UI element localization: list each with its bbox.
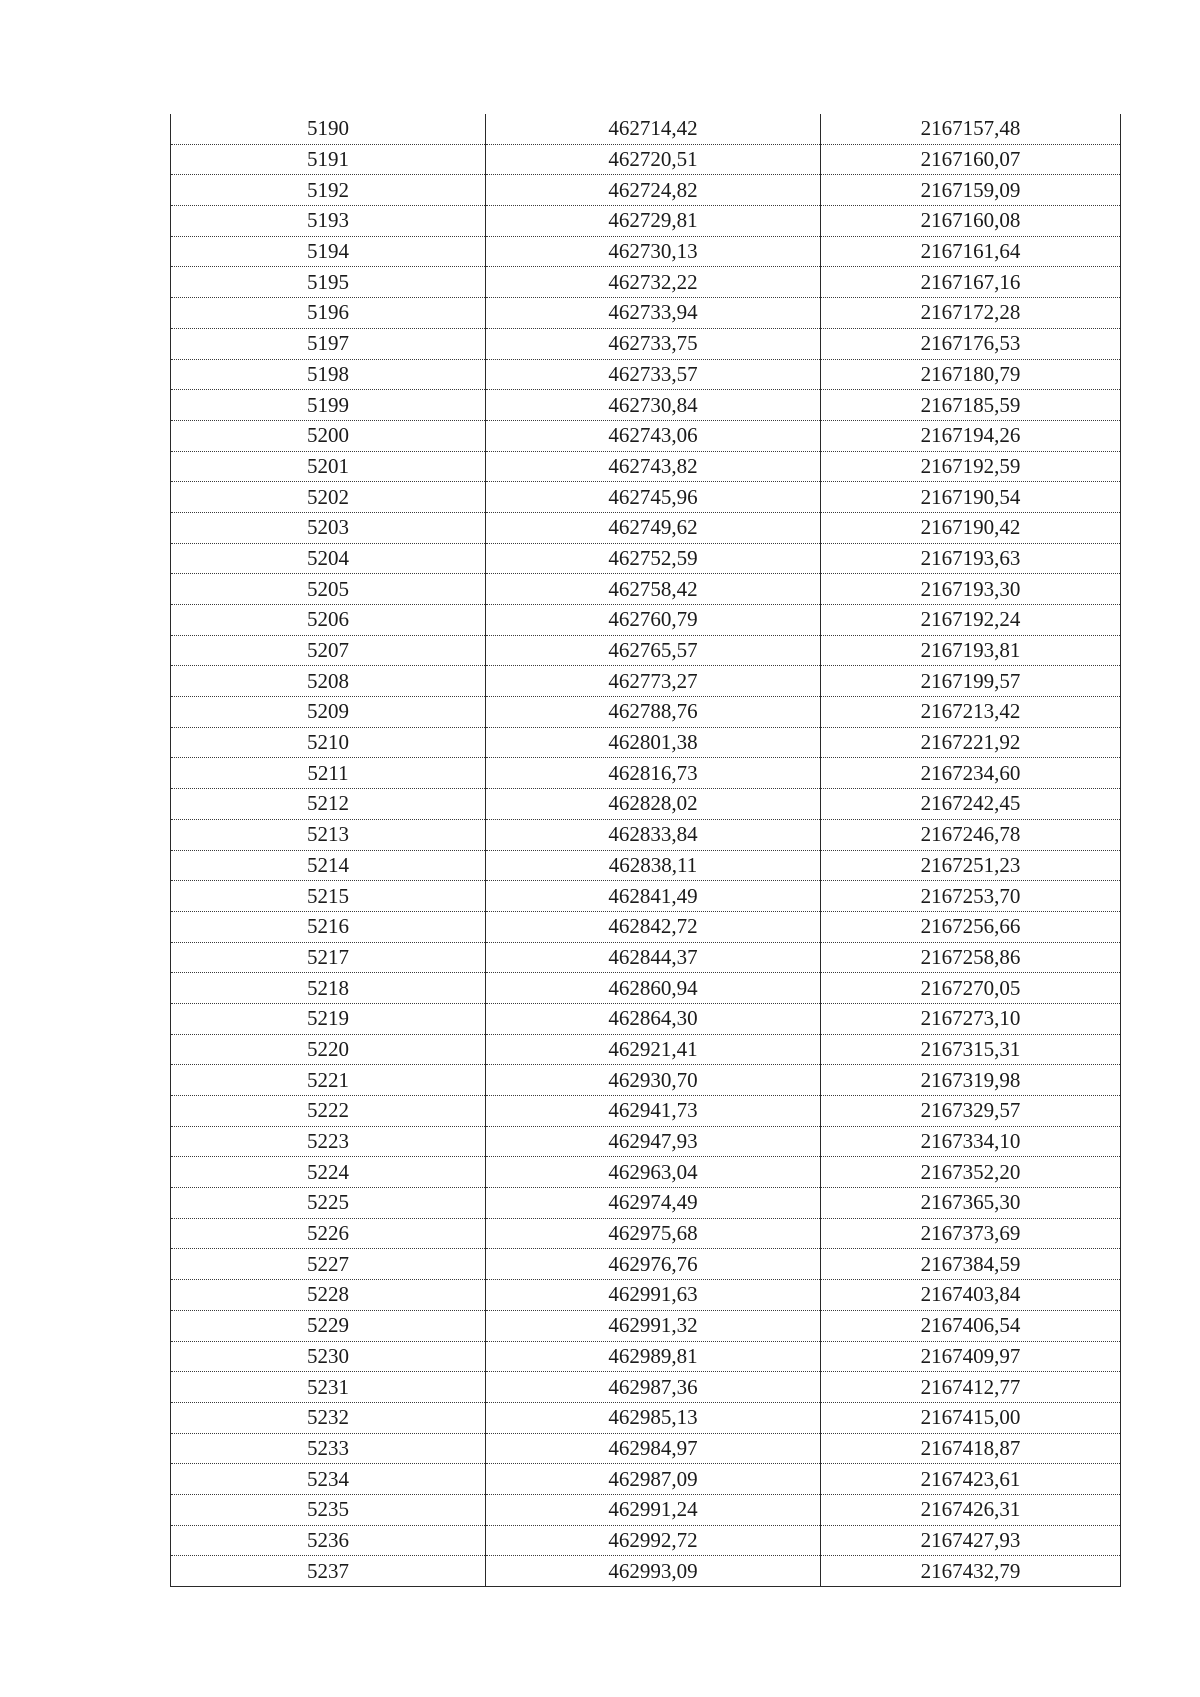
- point-number-cell: 5217: [171, 942, 486, 973]
- table-row: [171, 666, 1121, 697]
- point-number-cell: 5216: [171, 911, 486, 942]
- y-coordinate-cell: 2167190,54: [821, 482, 1121, 513]
- point-number-cell: 5212: [171, 789, 486, 820]
- point-number-cell: 5198: [171, 359, 486, 390]
- y-coordinate-cell: 2167194,26: [821, 420, 1121, 451]
- x-coordinate-cell: 462992,72: [486, 1525, 821, 1556]
- point-number-cell: 5237: [171, 1556, 486, 1587]
- table-row: [171, 789, 1121, 820]
- point-number-cell: 5228: [171, 1280, 486, 1311]
- point-number-cell: 5214: [171, 850, 486, 881]
- table-row: [171, 1464, 1121, 1495]
- x-coordinate-cell: 462720,51: [486, 144, 821, 175]
- x-coordinate-cell: 462730,13: [486, 236, 821, 267]
- table-row: [171, 175, 1121, 206]
- y-coordinate-cell: 2167234,60: [821, 758, 1121, 789]
- x-coordinate-cell: 462743,06: [486, 420, 821, 451]
- table-row: [171, 697, 1121, 728]
- point-number-cell: 5226: [171, 1218, 486, 1249]
- y-coordinate-cell: 2167270,05: [821, 973, 1121, 1004]
- point-number-cell: 5232: [171, 1402, 486, 1433]
- table-row: [171, 758, 1121, 789]
- y-coordinate-cell: 2167221,92: [821, 727, 1121, 758]
- x-coordinate-cell: 462947,93: [486, 1126, 821, 1157]
- y-coordinate-cell: 2167423,61: [821, 1464, 1121, 1495]
- y-coordinate-cell: 2167193,30: [821, 574, 1121, 605]
- table-row: [171, 1188, 1121, 1219]
- point-number-cell: 5200: [171, 420, 486, 451]
- point-number-cell: 5194: [171, 236, 486, 267]
- y-coordinate-cell: 2167193,81: [821, 635, 1121, 666]
- y-coordinate-cell: 2167251,23: [821, 850, 1121, 881]
- point-number-cell: 5220: [171, 1034, 486, 1065]
- table-row: [171, 390, 1121, 421]
- x-coordinate-cell: 462984,97: [486, 1433, 821, 1464]
- y-coordinate-cell: 2167403,84: [821, 1280, 1121, 1311]
- y-coordinate-cell: 2167161,64: [821, 236, 1121, 267]
- table-row: [171, 1034, 1121, 1065]
- table-row: [171, 1402, 1121, 1433]
- y-coordinate-cell: 2167384,59: [821, 1249, 1121, 1280]
- x-coordinate-cell: 462828,02: [486, 789, 821, 820]
- point-number-cell: 5219: [171, 1003, 486, 1034]
- y-coordinate-cell: 2167373,69: [821, 1218, 1121, 1249]
- y-coordinate-cell: 2167273,10: [821, 1003, 1121, 1034]
- point-number-cell: 5197: [171, 328, 486, 359]
- x-coordinate-cell: 462833,84: [486, 819, 821, 850]
- point-number-cell: 5190: [171, 114, 486, 144]
- y-coordinate-cell: 2167246,78: [821, 819, 1121, 850]
- table-row: [171, 1280, 1121, 1311]
- x-coordinate-cell: 462991,63: [486, 1280, 821, 1311]
- y-coordinate-cell: 2167256,66: [821, 911, 1121, 942]
- y-coordinate-cell: 2167185,59: [821, 390, 1121, 421]
- table-row: [171, 1003, 1121, 1034]
- x-coordinate-cell: 462860,94: [486, 973, 821, 1004]
- y-coordinate-cell: 2167418,87: [821, 1433, 1121, 1464]
- table-row: [171, 881, 1121, 912]
- x-coordinate-cell: 462733,57: [486, 359, 821, 390]
- point-number-cell: 5201: [171, 451, 486, 482]
- coordinates-table: [170, 114, 1121, 1587]
- y-coordinate-cell: 2167412,77: [821, 1372, 1121, 1403]
- point-number-cell: 5202: [171, 482, 486, 513]
- x-coordinate-cell: 462733,94: [486, 298, 821, 329]
- table-row: [171, 482, 1121, 513]
- y-coordinate-cell: 2167167,16: [821, 267, 1121, 298]
- table-row: [171, 236, 1121, 267]
- table-row: [171, 206, 1121, 237]
- x-coordinate-cell: 462816,73: [486, 758, 821, 789]
- table-row: [171, 267, 1121, 298]
- y-coordinate-cell: 2167253,70: [821, 881, 1121, 912]
- point-number-cell: 5215: [171, 881, 486, 912]
- x-coordinate-cell: 462773,27: [486, 666, 821, 697]
- point-number-cell: 5192: [171, 175, 486, 206]
- table-row: [171, 1157, 1121, 1188]
- table-row: [171, 1249, 1121, 1280]
- x-coordinate-cell: 462941,73: [486, 1096, 821, 1127]
- table-row: [171, 420, 1121, 451]
- table-row: [171, 1556, 1121, 1587]
- x-coordinate-cell: 462987,09: [486, 1464, 821, 1495]
- point-number-cell: 5223: [171, 1126, 486, 1157]
- y-coordinate-cell: 2167315,31: [821, 1034, 1121, 1065]
- x-coordinate-cell: 462743,82: [486, 451, 821, 482]
- x-coordinate-cell: 462991,32: [486, 1310, 821, 1341]
- table-row: [171, 1096, 1121, 1127]
- point-number-cell: 5218: [171, 973, 486, 1004]
- point-number-cell: 5227: [171, 1249, 486, 1280]
- x-coordinate-cell: 462921,41: [486, 1034, 821, 1065]
- coordinates-table-body: [171, 114, 1121, 1587]
- point-number-cell: 5231: [171, 1372, 486, 1403]
- table-row: [171, 942, 1121, 973]
- table-row: [171, 635, 1121, 666]
- table-row: [171, 727, 1121, 758]
- table-row: [171, 574, 1121, 605]
- x-coordinate-cell: 462838,11: [486, 850, 821, 881]
- y-coordinate-cell: 2167159,09: [821, 175, 1121, 206]
- y-coordinate-cell: 2167334,10: [821, 1126, 1121, 1157]
- point-number-cell: 5196: [171, 298, 486, 329]
- table-row: [171, 819, 1121, 850]
- point-number-cell: 5235: [171, 1494, 486, 1525]
- y-coordinate-cell: 2167160,08: [821, 206, 1121, 237]
- y-coordinate-cell: 2167258,86: [821, 942, 1121, 973]
- table-row: [171, 359, 1121, 390]
- point-number-cell: 5204: [171, 543, 486, 574]
- table-row: [171, 1525, 1121, 1556]
- y-coordinate-cell: 2167160,07: [821, 144, 1121, 175]
- x-coordinate-cell: 462758,42: [486, 574, 821, 605]
- point-number-cell: 5193: [171, 206, 486, 237]
- y-coordinate-cell: 2167409,97: [821, 1341, 1121, 1372]
- point-number-cell: 5209: [171, 697, 486, 728]
- point-number-cell: 5224: [171, 1157, 486, 1188]
- table-row: [171, 1433, 1121, 1464]
- x-coordinate-cell: 462987,36: [486, 1372, 821, 1403]
- table-row: [171, 298, 1121, 329]
- point-number-cell: 5203: [171, 512, 486, 543]
- y-coordinate-cell: 2167172,28: [821, 298, 1121, 329]
- x-coordinate-cell: 462844,37: [486, 942, 821, 973]
- point-number-cell: 5199: [171, 390, 486, 421]
- point-number-cell: 5236: [171, 1525, 486, 1556]
- y-coordinate-cell: 2167426,31: [821, 1494, 1121, 1525]
- x-coordinate-cell: 462842,72: [486, 911, 821, 942]
- point-number-cell: 5234: [171, 1464, 486, 1495]
- y-coordinate-cell: 2167157,48: [821, 114, 1121, 144]
- x-coordinate-cell: 462730,84: [486, 390, 821, 421]
- point-number-cell: 5206: [171, 605, 486, 636]
- x-coordinate-cell: 462749,62: [486, 512, 821, 543]
- x-coordinate-cell: 462976,76: [486, 1249, 821, 1280]
- y-coordinate-cell: 2167176,53: [821, 328, 1121, 359]
- table-row: [171, 512, 1121, 543]
- table-row: [171, 1372, 1121, 1403]
- table-row: [171, 1218, 1121, 1249]
- point-number-cell: 5210: [171, 727, 486, 758]
- table-row: [171, 1494, 1121, 1525]
- y-coordinate-cell: 2167192,59: [821, 451, 1121, 482]
- y-coordinate-cell: 2167242,45: [821, 789, 1121, 820]
- point-number-cell: 5233: [171, 1433, 486, 1464]
- x-coordinate-cell: 462714,42: [486, 114, 821, 144]
- table-row: [171, 911, 1121, 942]
- y-coordinate-cell: 2167427,93: [821, 1525, 1121, 1556]
- x-coordinate-cell: 462729,81: [486, 206, 821, 237]
- point-number-cell: 5207: [171, 635, 486, 666]
- y-coordinate-cell: 2167319,98: [821, 1065, 1121, 1096]
- y-coordinate-cell: 2167365,30: [821, 1188, 1121, 1219]
- table-row: [171, 850, 1121, 881]
- y-coordinate-cell: 2167193,63: [821, 543, 1121, 574]
- x-coordinate-cell: 462991,24: [486, 1494, 821, 1525]
- x-coordinate-cell: 462864,30: [486, 1003, 821, 1034]
- point-number-cell: 5213: [171, 819, 486, 850]
- x-coordinate-cell: 462765,57: [486, 635, 821, 666]
- point-number-cell: 5230: [171, 1341, 486, 1372]
- table-row: [171, 605, 1121, 636]
- x-coordinate-cell: 462724,82: [486, 175, 821, 206]
- x-coordinate-cell: 462930,70: [486, 1065, 821, 1096]
- y-coordinate-cell: 2167406,54: [821, 1310, 1121, 1341]
- x-coordinate-cell: 462963,04: [486, 1157, 821, 1188]
- point-number-cell: 5225: [171, 1188, 486, 1219]
- y-coordinate-cell: 2167352,20: [821, 1157, 1121, 1188]
- y-coordinate-cell: 2167432,79: [821, 1556, 1121, 1587]
- point-number-cell: 5211: [171, 758, 486, 789]
- table-row: [171, 328, 1121, 359]
- table-row: [171, 973, 1121, 1004]
- y-coordinate-cell: 2167415,00: [821, 1402, 1121, 1433]
- point-number-cell: 5208: [171, 666, 486, 697]
- x-coordinate-cell: 462974,49: [486, 1188, 821, 1219]
- point-number-cell: 5205: [171, 574, 486, 605]
- table-row: [171, 543, 1121, 574]
- y-coordinate-cell: 2167199,57: [821, 666, 1121, 697]
- y-coordinate-cell: 2167329,57: [821, 1096, 1121, 1127]
- x-coordinate-cell: 462760,79: [486, 605, 821, 636]
- y-coordinate-cell: 2167192,24: [821, 605, 1121, 636]
- x-coordinate-cell: 462993,09: [486, 1556, 821, 1587]
- y-coordinate-cell: 2167213,42: [821, 697, 1121, 728]
- point-number-cell: 5191: [171, 144, 486, 175]
- table-row: [171, 1310, 1121, 1341]
- x-coordinate-cell: 462989,81: [486, 1341, 821, 1372]
- point-number-cell: 5221: [171, 1065, 486, 1096]
- point-number-cell: 5229: [171, 1310, 486, 1341]
- x-coordinate-cell: 462975,68: [486, 1218, 821, 1249]
- x-coordinate-cell: 462733,75: [486, 328, 821, 359]
- x-coordinate-cell: 462985,13: [486, 1402, 821, 1433]
- table-row: [171, 1126, 1121, 1157]
- point-number-cell: 5195: [171, 267, 486, 298]
- x-coordinate-cell: 462841,49: [486, 881, 821, 912]
- y-coordinate-cell: 2167180,79: [821, 359, 1121, 390]
- table-row: [171, 1341, 1121, 1372]
- table-row: [171, 1065, 1121, 1096]
- point-number-cell: 5222: [171, 1096, 486, 1127]
- y-coordinate-cell: 2167190,42: [821, 512, 1121, 543]
- x-coordinate-cell: 462752,59: [486, 543, 821, 574]
- table-row: [171, 144, 1121, 175]
- x-coordinate-cell: 462732,22: [486, 267, 821, 298]
- table-row: [171, 451, 1121, 482]
- x-coordinate-cell: 462801,38: [486, 727, 821, 758]
- table-row: [171, 114, 1121, 144]
- x-coordinate-cell: 462788,76: [486, 697, 821, 728]
- x-coordinate-cell: 462745,96: [486, 482, 821, 513]
